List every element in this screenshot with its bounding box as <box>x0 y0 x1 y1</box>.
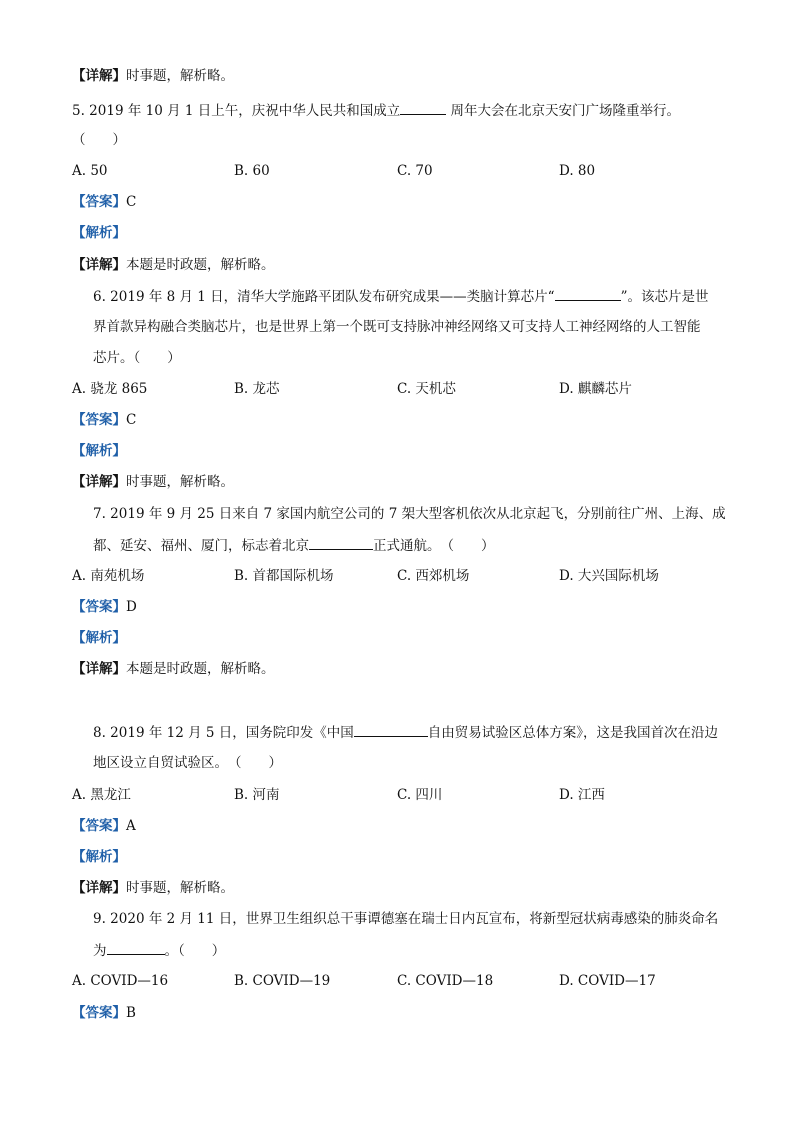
q6-stem-text: 6. 2019 年 8 月 1 日，清华大学施路平团队发布研究成果——类脑计算芯片“ <box>93 289 555 305</box>
q5-detail-line <box>72 255 275 275</box>
q9-option-c: C. COVID—18 <box>397 973 494 989</box>
q5-stem <box>72 100 680 120</box>
q8-stem-text: 8. 2019 年 12 月 5 日，国务院印发《中国 <box>93 725 354 741</box>
q7-blank <box>309 535 373 550</box>
q6-stem-line2: 界首款异构融合类脑芯片，也是世界上第一个既可支持脉冲神经网络又可支持人工神经网络的人工智能 <box>93 319 701 335</box>
q7-option-d: D. 大兴国际机场 <box>559 568 659 584</box>
q8-answer: A <box>126 818 136 834</box>
analysis-label: 【解析】 <box>72 225 126 241</box>
q8-blank <box>354 722 428 737</box>
q6-detail: 时事题，解析略。 <box>126 474 234 490</box>
q8-detail: 时事题，解析略。 <box>126 880 234 896</box>
q9-blank <box>107 940 165 955</box>
detail-label: 【详解】 <box>72 257 126 273</box>
detail-text: 时事题，解析略。 <box>126 68 234 84</box>
q7-analysis-line <box>72 628 126 648</box>
q7-detail-line <box>72 659 275 679</box>
q6-option-c: C. 天机芯 <box>397 381 456 397</box>
q6-stem <box>93 286 708 306</box>
q5-stem-text-2: 周年大会在北京天安门广场隆重举行。 <box>446 103 681 119</box>
top-detail-line <box>72 66 234 86</box>
q8-option-a: A. 黑龙江 <box>72 787 131 803</box>
q7-option-b: B. 首都国际机场 <box>234 568 334 584</box>
analysis-label: 【解析】 <box>72 849 126 865</box>
q9-stem: 9. 2020 年 2 月 11 日，世界卫生组织总干事谭德塞在瑞士日内瓦宣布，将新型冠状病毒感染的肺炎命名 <box>93 911 719 927</box>
detail-label: 【详解】 <box>72 661 126 677</box>
answer-label: 【答案】 <box>72 1005 126 1021</box>
q9-stem-text-2: 。（ ） <box>164 943 226 959</box>
q5-detail: 本题是时政题，解析略。 <box>126 257 275 273</box>
q5-stem-text: 5. 2019 年 10 月 1 日上午，庆祝中华人民共和国成立 <box>72 103 401 119</box>
q9-option-d: D. COVID—17 <box>559 973 656 989</box>
q7-option-a: A. 南苑机场 <box>72 568 145 584</box>
q9-option-a: A. COVID—16 <box>72 973 169 989</box>
q5-blank <box>400 100 446 115</box>
analysis-label: 【解析】 <box>72 443 126 459</box>
q8-stem-text-2: 自由贸易试验区总体方案》，这是我国首次在沿边 <box>427 725 719 741</box>
q8-option-b: B. 河南 <box>234 787 280 803</box>
q6-stem-line3: 芯片。（ ） <box>93 350 181 366</box>
q8-detail-line <box>72 878 234 898</box>
q6-detail-line <box>72 472 234 492</box>
q6-option-b: B. 龙芯 <box>234 381 280 397</box>
detail-label: 【详解】 <box>72 68 126 84</box>
q6-option-a: A. 骁龙 865 <box>72 381 148 397</box>
answer-label: 【答案】 <box>72 818 126 834</box>
q5-option-b: B. 60 <box>234 163 270 179</box>
q5-paren: （ ） <box>72 132 126 148</box>
q7-answer: D <box>126 599 137 615</box>
detail-label: 【详解】 <box>72 880 126 896</box>
q5-option-d: D. 80 <box>559 163 596 179</box>
q9-answer: B <box>126 1005 136 1021</box>
q7-detail: 本题是时政题，解析略。 <box>126 661 275 677</box>
q8-option-c: C. 四川 <box>397 787 443 803</box>
q7-stem-text-2: 正式通航。 （ ） <box>373 538 495 554</box>
answer-label: 【答案】 <box>72 194 126 210</box>
q5-answer: C <box>126 194 137 210</box>
q5-answer-line <box>72 192 136 212</box>
q6-stem-text-2: ”。该芯片是世 <box>620 289 709 305</box>
q7-stem-line2 <box>93 535 495 555</box>
q7-stem-text: 都、延安、福州、厦门，标志着北京 <box>93 538 309 554</box>
answer-label: 【答案】 <box>72 599 126 615</box>
q7-answer-line <box>72 597 137 617</box>
q7-option-c: C. 西郊机场 <box>397 568 470 584</box>
q6-analysis-line <box>72 441 126 461</box>
analysis-label: 【解析】 <box>72 630 126 646</box>
q8-option-d: D. 江西 <box>559 787 605 803</box>
q8-stem-line2: 地区设立自贸试验区。 （ ） <box>93 755 282 771</box>
q6-option-d: D. 麒麟芯片 <box>559 381 632 397</box>
q9-option-b: B. COVID—19 <box>234 973 331 989</box>
q9-stem-line2 <box>93 940 225 960</box>
q5-analysis-line <box>72 223 126 243</box>
q6-answer: C <box>126 412 137 428</box>
q5-option-a: A. 50 <box>72 163 108 179</box>
q7-stem: 7. 2019 年 9 月 25 日来自 7 家国内航空公司的 7 架大型客机依次从北京起飞，分别前往广州、上海、成 <box>93 506 726 522</box>
q9-stem-text: 为 <box>93 943 107 959</box>
answer-label: 【答案】 <box>72 412 126 428</box>
q5-option-c: C. 70 <box>397 163 433 179</box>
q6-blank <box>555 286 621 301</box>
q8-stem <box>93 722 718 742</box>
q6-answer-line <box>72 410 136 430</box>
q8-answer-line <box>72 816 136 836</box>
detail-label: 【详解】 <box>72 474 126 490</box>
q8-analysis-line <box>72 847 126 867</box>
q9-answer-line <box>72 1003 136 1023</box>
